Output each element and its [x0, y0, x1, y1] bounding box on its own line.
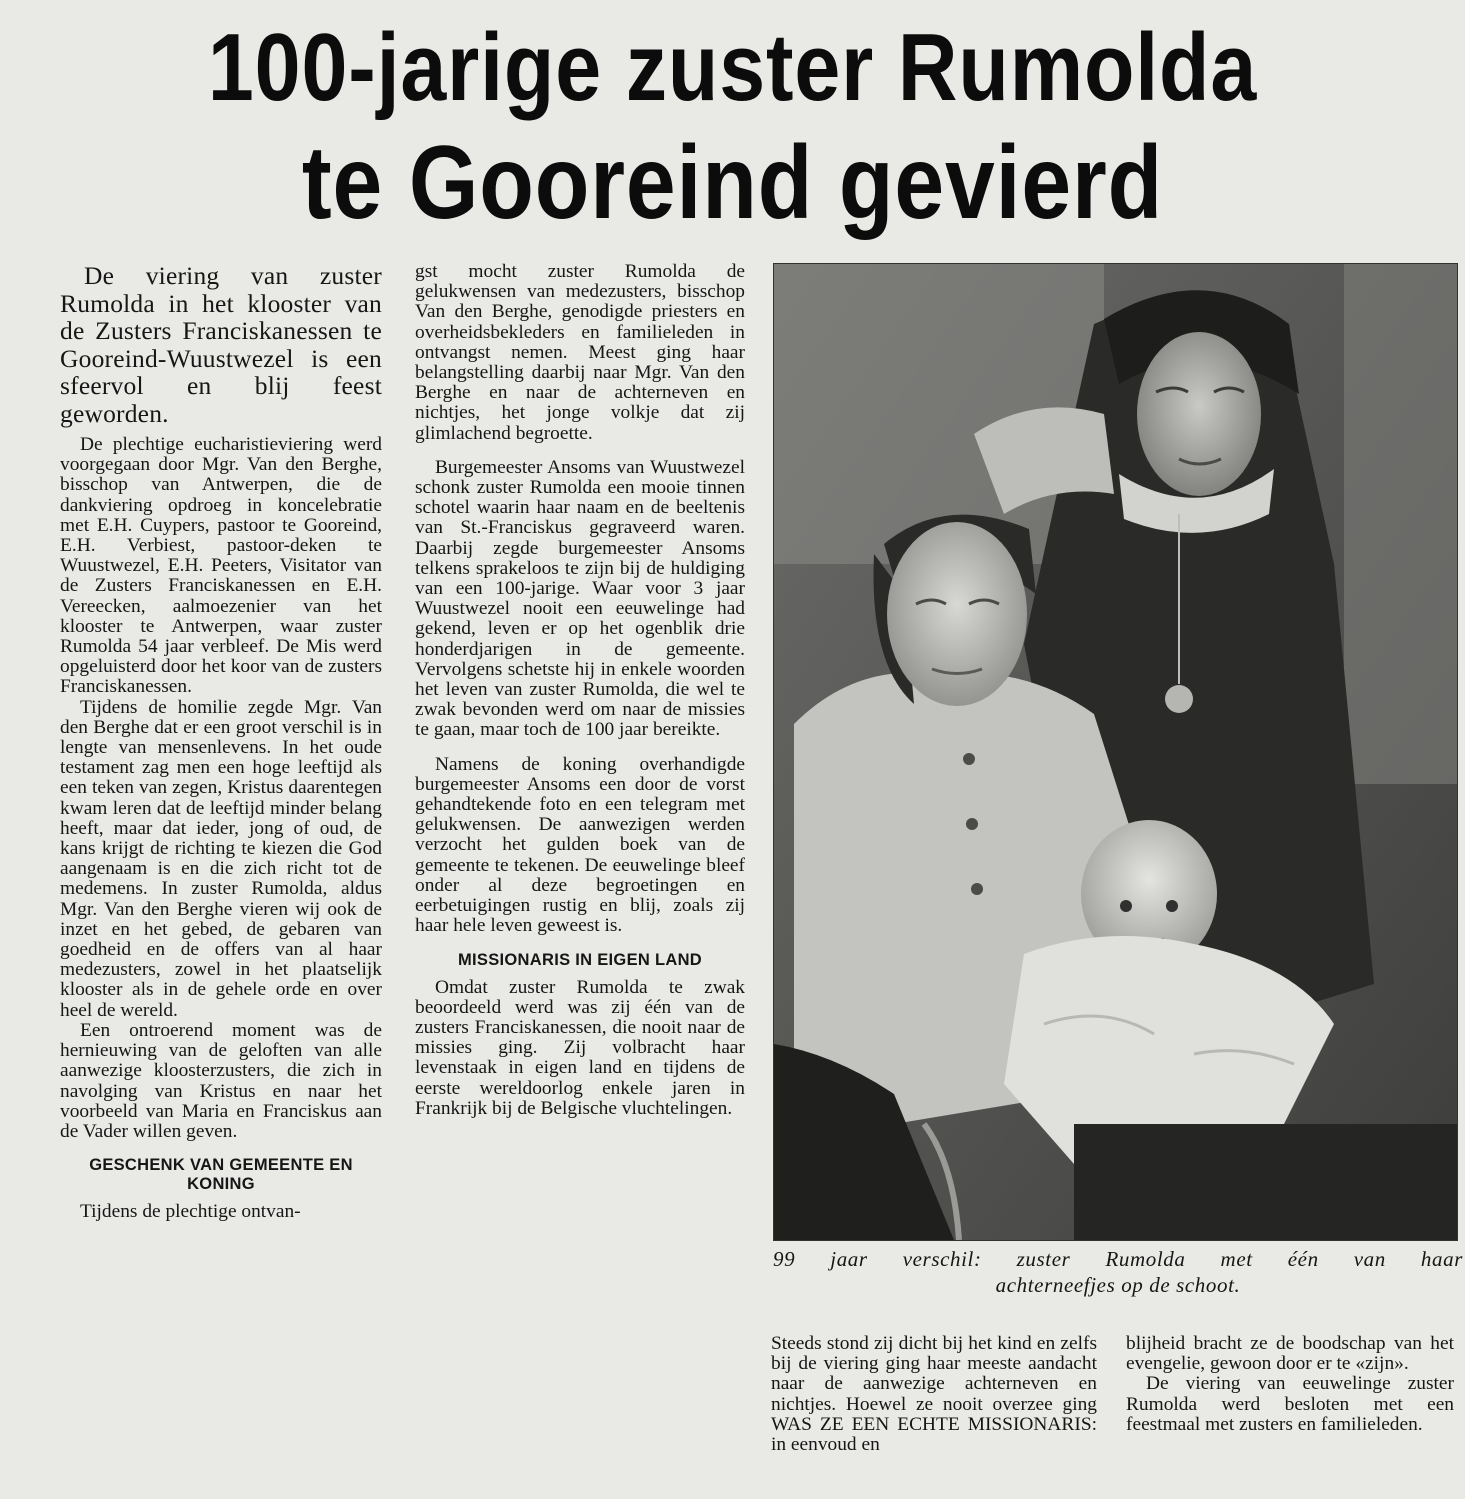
headline-line-1: 100-jarige zuster Rumolda — [207, 14, 1258, 121]
photo-illustration — [774, 264, 1457, 1240]
article-column-2 — [415, 262, 745, 1119]
lead-paragraph: De viering van zuster Rumolda in het klooster van de Zusters Franciskanessen te Gooreind-Wuustwezel is een sfeervol en blij feest geworden. — [60, 261, 382, 428]
paragraph: Namens de koning overhandigde burgemeester Ansoms een door de vorst gehandtekende foto en een telegram met gelukwensen. De aanwezigen werden verzocht het gulden boek van de gemeente te tekenen. De eeuwelinge bleef onder al deze begroetingen en eerbetuigingen rustig en blij, zoals zij haar hele leven geweest is. — [415, 753, 745, 937]
caption-line-2: achterneefjes op de schoot. — [995, 1273, 1241, 1297]
subheading: GESCHENK VAN GEMEENTE EN KONING — [89, 1156, 353, 1194]
photo — [773, 263, 1458, 1241]
paragraph: Burgemeester Ansoms van Wuustwezel schonk zuster Rumolda een mooie tinnen schotel waarin haar naam en de beeltenis van St.-Franciskus gegraveerd waren. Daarbij zegde burgemeester Ansoms telkens sprakeloos te zijn bij de huldiging van een 100-jarige. Waar voor 3 jaar Wuustwezel nooit een eeuwelinge had gekend, leven er op het ogenblik drie honderdjarigen in de gemeente. Vervolgens schetste hij in enkele woorden het leven van zuster Rumolda, die wel te zwak bevonden werd om naar de missies te gaan, maar toch de 100 jaar bereikte. — [415, 456, 745, 741]
paragraph: Omdat zuster Rumolda te zwak beoordeeld werd was zij één van de zusters Franciskanessen, die nooit naar de missies ging. Zij volbracht haar levenstaak in eigen land en tijdens de eerste wereldoorlog enkele jaren in Frankrijk bij de Belgische vluchtelingen. — [415, 976, 745, 1119]
paragraph: Tijdens de plechtige ontvan- — [80, 1201, 301, 1223]
paragraph: Een ontroerend moment was de hernieuwing van de geloften van alle aanwezige kloosterzusters, die zich in navolging van Kristus en naar het voorbeeld van Maria en Franciskus aan de Vader willen geven. — [60, 1019, 382, 1142]
headline-line-2: te Gooreind gevierd — [301, 125, 1164, 241]
article-column-1 — [60, 262, 382, 1222]
article-column-4 — [1126, 1334, 1454, 1435]
paragraph: Steeds stond zij dicht bij het kind en zelfs bij de viering ging haar meeste aandacht naar de aanwezige achterneven en nichtjes. Hoewel ze nooit overzee ging WAS ZE EEN ECHTE MISSIONARIS: in eenvoud en — [771, 1333, 1097, 1456]
paragraph: De viering van eeuwelinge zuster Rumolda werd besloten met een feestmaal met zusters en familieleden. — [1126, 1373, 1454, 1435]
subheading: MISSIONARIS IN EIGEN LAND — [457, 950, 703, 969]
caption-line-1: 99 jaar verschil: zuster Rumolda met één van haar — [773, 1247, 1463, 1271]
paragraph: Tijdens de homilie zegde Mgr. Van den Berghe dat er een groot verschil is in lengte van mensenlevens. In het oude testament zag men een hoge leeftijd als een teken van zegen, Kristus daarentegen kwam leren dat de leeftijd minder belang heeft, maar dat ieder, jong of oud, de kans krijgt de richting te kiezen die God aangenaam is en die zich richt tot de medemens. In zuster Rumolda, aldus Mgr. Van den Berghe vieren wij ook de inzet en het gebed, de gebaren van goedheid en de offers van al haar medezusters, zowel in het plaatselijk klooster als in de gehele orde en over heel de wereld. — [60, 696, 382, 1021]
paragraph: De plechtige eucharistieviering werd voorgegaan door Mgr. Van den Berghe, bisschop van Antwerpen, die de dankviering opdroeg in koncelebratie met E.H. Cuypers, pastoor te Gooreind, E.H. Verbiest, pastoor-deken te Wuustwezel, E.H. Peeters, Visitator van de Zusters Franciskanessen en E.H. Vereecken, aalmoezenier van het klooster te Antwerpen, waar zuster Rumolda 54 jaar verbleef. De Mis werd opgeluisterd door het koor van de zusters Franciskanessen. — [60, 434, 382, 698]
paragraph: gst mocht zuster Rumolda de gelukwensen van medezusters, bisschop Van den Berghe, genodigde priesters en overheidsbekleders en familieleden in ontvangst nemen. Meest ging haar belangstelling daarbij naar Mgr. Van den Berghe en naar de achterneven en nichtjes, het jonge volkje dat zij glimlachend begroette. — [415, 261, 745, 444]
article-column-3 — [771, 1334, 1097, 1455]
photo-caption — [773, 1246, 1463, 1298]
paragraph: blijheid bracht ze de boodschap van het evengelie, gewoon door er te «zijn». — [1126, 1333, 1454, 1375]
